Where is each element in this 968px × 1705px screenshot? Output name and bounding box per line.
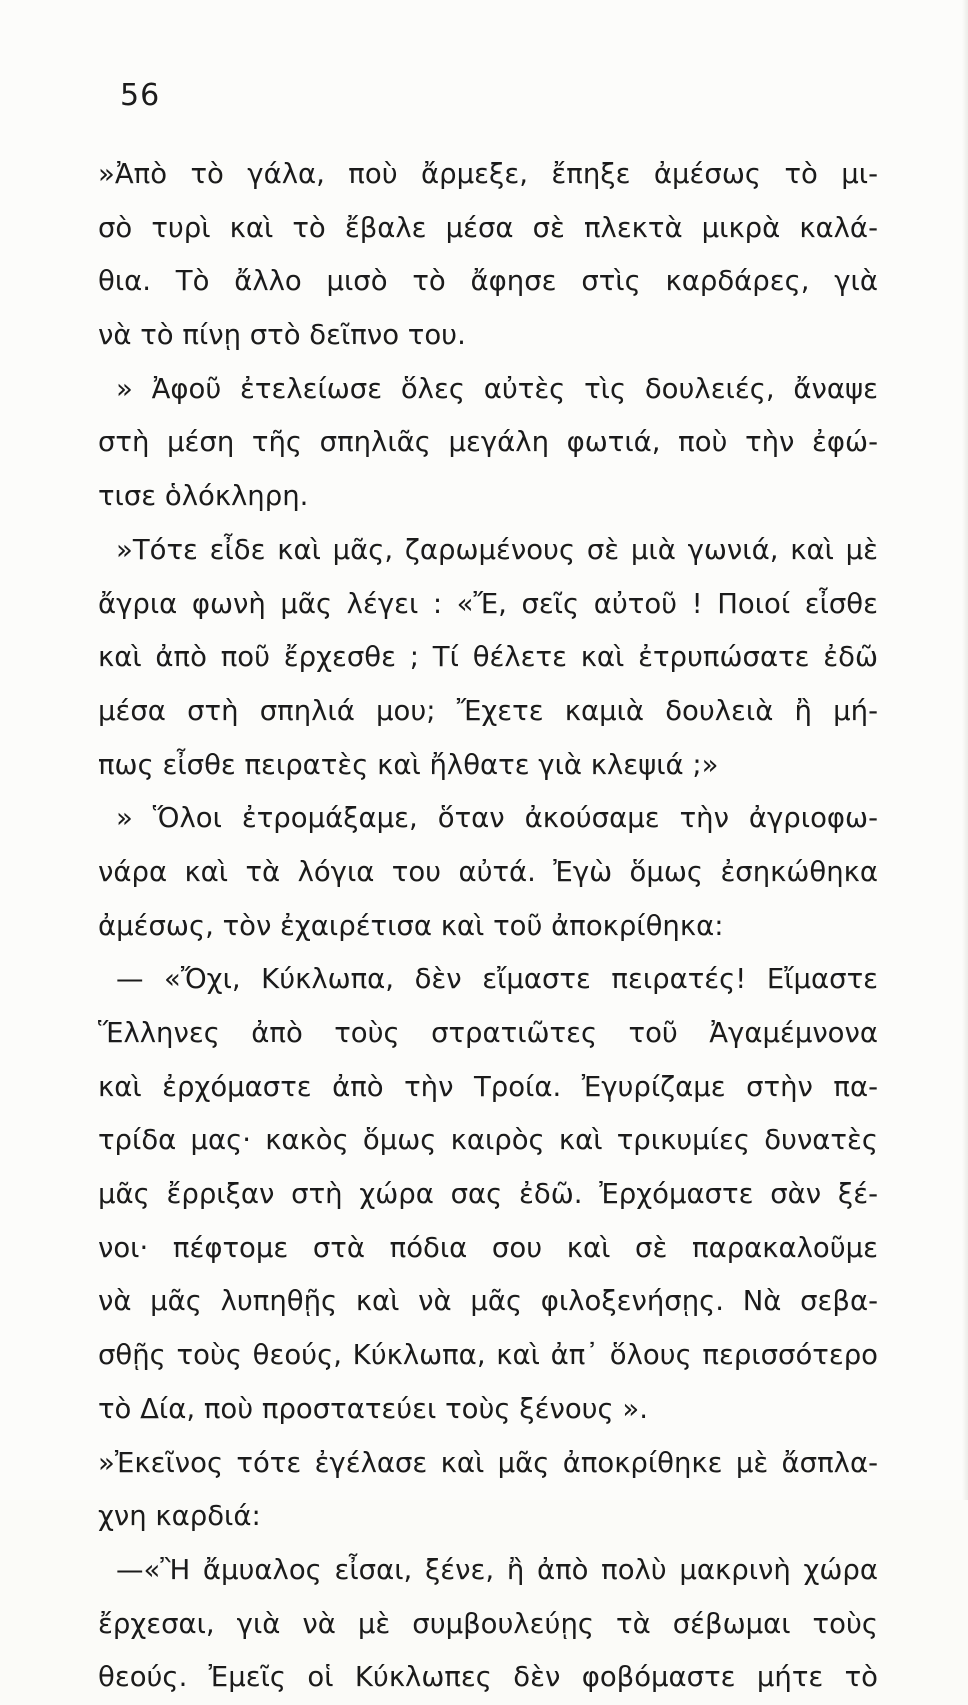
text-line: θεούς. Ἐμεῖς οἱ Κύκλωπες δὲν φοβόμαστε μήτε τὸ bbox=[98, 1661, 878, 1694]
page-number: 56 bbox=[120, 78, 161, 113]
text-line: —«Ἢ ἄμυαλος εἶσαι, ξένε, ἢ ἀπὸ πολὺ μακρινὴ χώρα bbox=[116, 1553, 878, 1586]
text-line: καὶ ἀπὸ ποῦ ἔρχεσθε ; Τί θέλετε καὶ ἐτρυπώσατε ἐδῶ bbox=[98, 641, 878, 674]
text-line: ἔρχεσαι, γιὰ νὰ μὲ συμβουλεύῃς τὰ σέβωμαι τοὺς bbox=[98, 1607, 878, 1640]
text-line: σθῇς τοὺς θεούς, Κύκλωπα, καὶ ἀπ᾽ ὅλους περισσότερο bbox=[98, 1339, 878, 1372]
text-line: νὰ τὸ πίνῃ στὸ δεῖπνο του. bbox=[98, 319, 466, 352]
text-line: θια. Τὸ ἄλλο μισὸ τὸ ἄφησε στὶς καρδάρες, γιὰ bbox=[98, 265, 878, 298]
text-line: μᾶς ἔρριξαν στὴ χώρα σας ἐδῶ. Ἐρχόμαστε σὰν ξέ- bbox=[98, 1178, 878, 1211]
text-line: »Ἐκεῖνος τότε ἐγέλασε καὶ μᾶς ἀποκρίθηκε μὲ ἄσπλα- bbox=[98, 1446, 878, 1479]
text-line: μέσα στὴ σπηλιά μου; Ἔχετε καμιὰ δουλειὰ ἢ μή- bbox=[98, 694, 878, 727]
body-text bbox=[98, 148, 878, 1705]
text-line: χνη καρδιά: bbox=[98, 1500, 261, 1533]
text-line: ἄγρια φωνὴ μᾶς λέγει : «Ἔ, σεῖς αὐτοῦ ! Ποιοί εἶσθε bbox=[98, 587, 878, 620]
text-line: Ἕλληνες ἀπὸ τοὺς στρατιῶτες τοῦ Ἀγαμέμνονα bbox=[98, 1017, 878, 1049]
text-line: καὶ ἐρχόμαστε ἀπὸ τὴν Τροία. Ἐγυρίζαμε στὴν πα- bbox=[98, 1070, 878, 1103]
text-line: τρίδα μας· κακὸς ὅμως καιρὸς καὶ τρικυμίες δυνατὲς bbox=[98, 1124, 878, 1157]
text-line: νοι· πέφτομε στὰ πόδια σου καὶ σὲ παρακαλοῦμε bbox=[98, 1231, 878, 1264]
text-line: τὸ Δία, ποὺ προστατεύει τοὺς ξένους ». bbox=[98, 1392, 648, 1425]
text-line: τισε ὁλόκληρη. bbox=[98, 480, 309, 513]
text-line: νὰ μᾶς λυπηθῇς καὶ νὰ μᾶς φιλοξενήσῃς. Νὰ σεβα- bbox=[98, 1285, 878, 1318]
text-line: » Ἀφοῦ ἐτελείωσε ὅλες αὐτὲς τὶς δουλειές, ἄναψε bbox=[116, 372, 878, 405]
text-line: σὸ τυρὶ καὶ τὸ ἔβαλε μέσα σὲ πλεκτὰ μικρὰ καλά- bbox=[98, 211, 878, 244]
text-line: ἀμέσως, τὸν ἐχαιρέτισα καὶ τοῦ ἀποκρίθηκα: bbox=[98, 909, 724, 942]
page-edge-shadow bbox=[962, 0, 968, 1500]
text-line: νάρα καὶ τὰ λόγια του αὐτά. Ἐγὼ ὅμως ἐσηκώθηκα bbox=[98, 855, 878, 888]
text-line: »Ἀπὸ τὸ γάλα, ποὺ ἄρμεξε, ἔπηξε ἀμέσως τὸ μι- bbox=[98, 158, 878, 190]
text-line: — «Ὄχι, Κύκλωπα, δὲν εἴμαστε πειρατές! Εἴμαστε bbox=[116, 963, 878, 996]
text-line: στὴ μέση τῆς σπηλιᾶς μεγάλη φωτιά, ποὺ τὴν ἐφώ- bbox=[98, 426, 878, 459]
text-line: πως εἶσθε πειρατὲς καὶ ἤλθατε γιὰ κλεψιά ;» bbox=[98, 748, 719, 781]
text-line: » Ὅλοι ἐτρομάξαμε, ὅταν ἀκούσαμε τὴν ἀγριοφω- bbox=[116, 802, 878, 835]
text-line: »Τότε εἶδε καὶ μᾶς, ζαρωμένους σὲ μιὰ γωνιά, καὶ μὲ bbox=[116, 533, 878, 566]
